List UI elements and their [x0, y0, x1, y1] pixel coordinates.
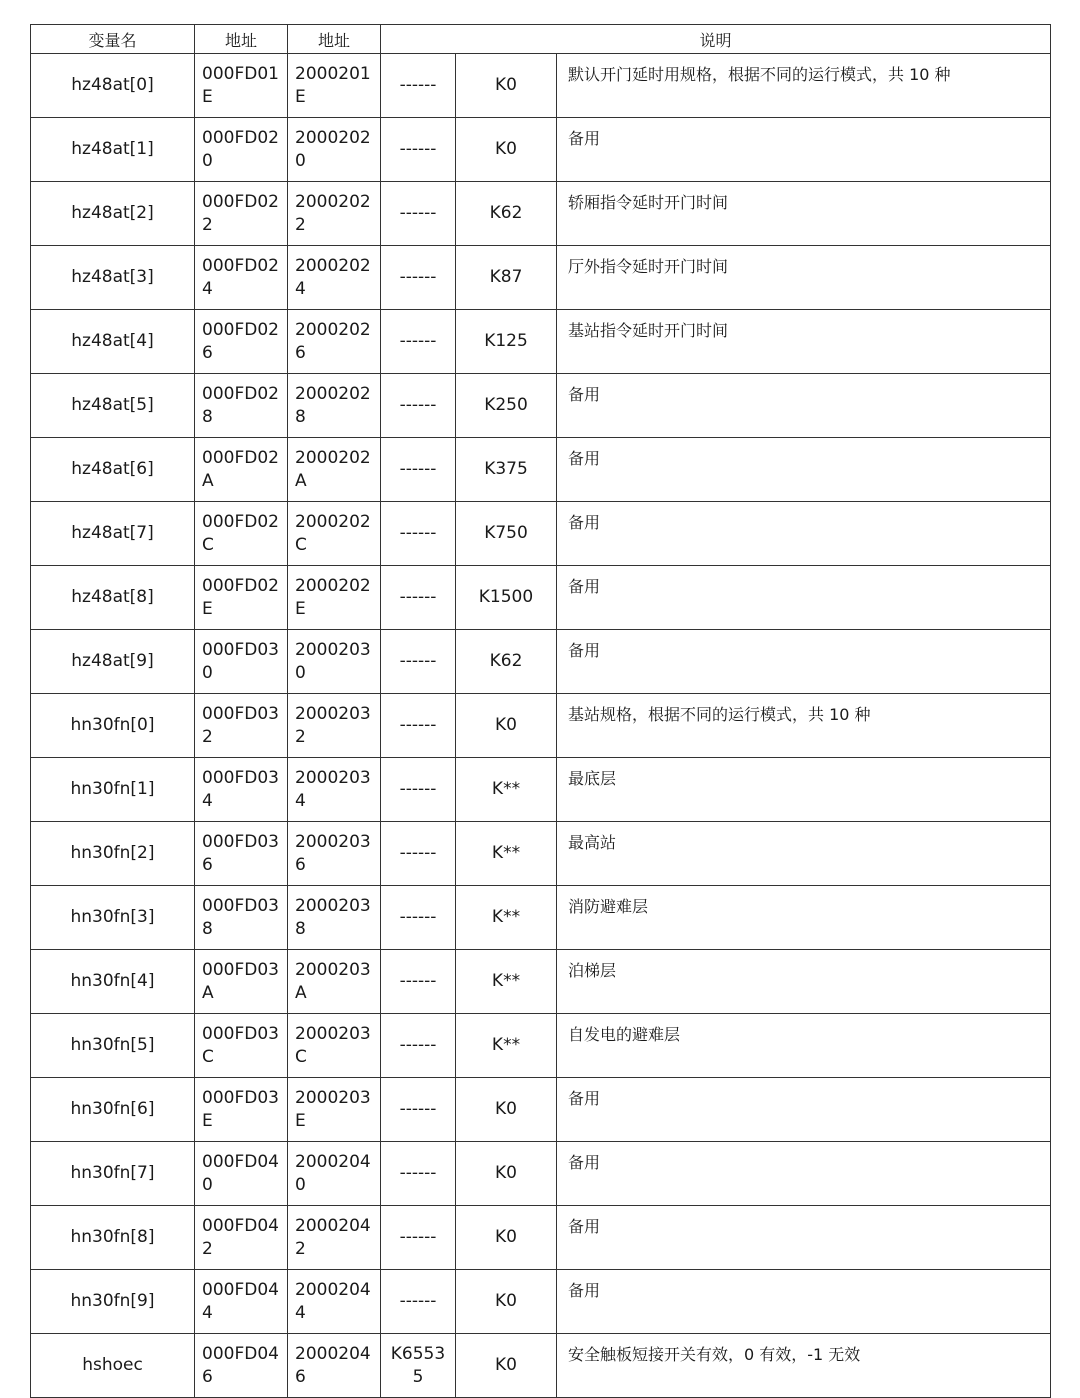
table-row: [31, 1142, 1051, 1206]
min-value-cell-text: ------: [399, 395, 437, 415]
min-value-cell: [381, 886, 456, 950]
address-2-cell-text: 20002024: [295, 255, 371, 299]
address-2-cell-text: 20002038: [295, 895, 371, 939]
address-2-cell-text: 20002020: [295, 127, 371, 171]
min-value-cell-text: ------: [399, 587, 437, 607]
address-1-cell-text: 000FD03A: [202, 959, 279, 1003]
min-value-cell: [381, 1078, 456, 1142]
address-2-cell: [288, 758, 381, 822]
address-1-cell: [195, 630, 288, 694]
address-2-cell-text: 20002030: [295, 639, 371, 683]
variable-name-cell: hn30fn[0]: [31, 694, 195, 758]
header-address-2: 地址: [288, 25, 381, 54]
address-1-cell-text: 000FD044: [202, 1279, 279, 1323]
default-value-cell: K**: [456, 758, 557, 822]
table-row: [31, 438, 1051, 502]
address-2-cell-text: 2000203C: [295, 1023, 371, 1067]
min-value-cell: [381, 566, 456, 630]
variable-name-cell: hz48at[7]: [31, 502, 195, 566]
address-1-cell: [195, 118, 288, 182]
address-2-cell: [288, 1206, 381, 1270]
address-2-cell: [288, 1334, 381, 1398]
address-1-cell: [195, 246, 288, 310]
address-1-cell-text: 000FD03E: [202, 1087, 279, 1131]
address-1-cell-text: 000FD032: [202, 703, 279, 747]
default-value-cell: K125: [456, 310, 557, 374]
table-row: [31, 182, 1051, 246]
variable-name-cell: hn30fn[7]: [31, 1142, 195, 1206]
variable-name-cell: hz48at[6]: [31, 438, 195, 502]
min-value-cell-text: ------: [399, 1163, 437, 1183]
description-cell: 厅外指令延时开门时间: [557, 246, 1051, 310]
default-value-cell: K0: [456, 1334, 557, 1398]
description-cell: 备用: [557, 566, 1051, 630]
table-row: [31, 1078, 1051, 1142]
min-value-cell: [381, 950, 456, 1014]
address-1-cell-text: 000FD03C: [202, 1023, 279, 1067]
default-value-cell: K375: [456, 438, 557, 502]
description-cell: 自发电的避难层: [557, 1014, 1051, 1078]
address-2-cell: [288, 502, 381, 566]
address-1-cell: [195, 1078, 288, 1142]
address-1-cell: [195, 54, 288, 118]
address-1-cell: [195, 502, 288, 566]
address-2-cell-text: 2000202A: [295, 447, 371, 491]
table-row: [31, 758, 1051, 822]
address-2-cell: [288, 1078, 381, 1142]
min-value-cell-text: ------: [399, 459, 437, 479]
variable-name-cell: hz48at[5]: [31, 374, 195, 438]
address-2-cell: [288, 1014, 381, 1078]
address-1-cell: [195, 566, 288, 630]
default-value-cell: K0: [456, 1270, 557, 1334]
table-row: [31, 118, 1051, 182]
min-value-cell-text: ------: [399, 523, 437, 543]
address-2-cell-text: 20002028: [295, 383, 371, 427]
address-2-cell-text: 20002040: [295, 1151, 371, 1195]
variable-name-cell: hz48at[0]: [31, 54, 195, 118]
default-value-cell: K87: [456, 246, 557, 310]
min-value-cell-text: ------: [399, 1291, 437, 1311]
min-value-cell: [381, 310, 456, 374]
description-cell: 备用: [557, 438, 1051, 502]
address-1-cell-text: 000FD022: [202, 191, 279, 235]
address-1-cell: [195, 758, 288, 822]
default-value-cell: K62: [456, 182, 557, 246]
table-row: [31, 566, 1051, 630]
table-row: [31, 950, 1051, 1014]
table-body: [31, 54, 1051, 1398]
address-1-cell: [195, 886, 288, 950]
default-value-cell: K0: [456, 1206, 557, 1270]
default-value-cell: K0: [456, 1078, 557, 1142]
variable-name-cell: hz48at[4]: [31, 310, 195, 374]
description-cell: 基站指令延时开门时间: [557, 310, 1051, 374]
address-1-cell: [195, 694, 288, 758]
description-cell: 默认开门延时用规格，根据不同的运行模式，共 10 种: [557, 54, 1051, 118]
address-2-cell: [288, 374, 381, 438]
min-value-cell-text: ------: [399, 203, 437, 223]
table-row: [31, 1014, 1051, 1078]
description-cell: 泊梯层: [557, 950, 1051, 1014]
min-value-cell-text: ------: [399, 331, 437, 351]
default-value-cell: K1500: [456, 566, 557, 630]
min-value-cell: [381, 54, 456, 118]
address-2-cell: [288, 822, 381, 886]
variable-name-cell: hn30fn[4]: [31, 950, 195, 1014]
address-2-cell-text: 20002042: [295, 1215, 371, 1259]
table-row: [31, 1334, 1051, 1398]
address-1-cell: [195, 438, 288, 502]
min-value-cell: [381, 502, 456, 566]
description-cell: 备用: [557, 374, 1051, 438]
variable-name-cell: hz48at[2]: [31, 182, 195, 246]
address-2-cell: [288, 950, 381, 1014]
default-value-cell: K**: [456, 1014, 557, 1078]
address-1-cell-text: 000FD028: [202, 383, 279, 427]
address-2-cell: [288, 886, 381, 950]
address-2-cell-text: 2000203A: [295, 959, 371, 1003]
table-row: [31, 886, 1051, 950]
address-2-cell: [288, 246, 381, 310]
address-1-cell-text: 000FD046: [202, 1343, 279, 1387]
min-value-cell: [381, 822, 456, 886]
address-2-cell-text: 20002046: [295, 1343, 371, 1387]
address-1-cell-text: 000FD020: [202, 127, 279, 171]
variable-name-cell: hn30fn[1]: [31, 758, 195, 822]
address-2-cell: [288, 118, 381, 182]
default-value-cell: K0: [456, 1142, 557, 1206]
table-row: [31, 822, 1051, 886]
address-2-cell: [288, 1270, 381, 1334]
address-1-cell: [195, 1142, 288, 1206]
address-2-cell-text: 2000203E: [295, 1087, 371, 1131]
table-row: [31, 502, 1051, 566]
address-1-cell-text: 000FD02E: [202, 575, 279, 619]
min-value-cell: [381, 1270, 456, 1334]
default-value-cell: K**: [456, 950, 557, 1014]
address-1-cell-text: 000FD036: [202, 831, 279, 875]
min-value-cell: [381, 1014, 456, 1078]
description-cell: 备用: [557, 1206, 1051, 1270]
address-2-cell-text: 2000202E: [295, 575, 371, 619]
description-cell: 最底层: [557, 758, 1051, 822]
min-value-cell: [381, 630, 456, 694]
min-value-cell: [381, 438, 456, 502]
address-1-cell-text: 000FD038: [202, 895, 279, 939]
variable-name-cell: hn30fn[5]: [31, 1014, 195, 1078]
min-value-cell-text: ------: [399, 267, 437, 287]
table-row: [31, 54, 1051, 118]
variable-name-cell: hz48at[9]: [31, 630, 195, 694]
table-row: [31, 310, 1051, 374]
address-2-cell: [288, 694, 381, 758]
default-value-cell: K0: [456, 694, 557, 758]
address-2-cell: [288, 438, 381, 502]
min-value-cell: [381, 182, 456, 246]
default-value-cell: K62: [456, 630, 557, 694]
address-2-cell-text: 20002044: [295, 1279, 371, 1323]
min-value-cell-text: ------: [399, 1099, 437, 1119]
description-cell: 备用: [557, 1270, 1051, 1334]
variable-table: [30, 24, 1051, 1398]
min-value-cell: [381, 1206, 456, 1270]
address-2-cell-text: 2000201E: [295, 63, 371, 107]
min-value-cell-text: ------: [399, 715, 437, 735]
address-1-cell: [195, 1206, 288, 1270]
address-1-cell: [195, 374, 288, 438]
address-2-cell: [288, 566, 381, 630]
table-row: [31, 694, 1051, 758]
address-2-cell: [288, 1142, 381, 1206]
min-value-cell-text: ------: [399, 907, 437, 927]
address-1-cell-text: 000FD034: [202, 767, 279, 811]
variable-name-cell: hn30fn[2]: [31, 822, 195, 886]
min-value-cell-text: ------: [399, 779, 437, 799]
min-value-cell: [381, 1142, 456, 1206]
min-value-cell-text: ------: [399, 1035, 437, 1055]
header-description: 说明: [381, 25, 1051, 54]
min-value-cell: [381, 246, 456, 310]
description-cell: 备用: [557, 630, 1051, 694]
address-1-cell: [195, 822, 288, 886]
min-value-cell-text: ------: [399, 843, 437, 863]
address-2-cell-text: 20002036: [295, 831, 371, 875]
table-row: [31, 1206, 1051, 1270]
address-1-cell-text: 000FD02C: [202, 511, 279, 555]
default-value-cell: K0: [456, 118, 557, 182]
default-value-cell: K250: [456, 374, 557, 438]
address-1-cell-text: 000FD042: [202, 1215, 279, 1259]
address-1-cell: [195, 182, 288, 246]
address-1-cell-text: 000FD026: [202, 319, 279, 363]
address-2-cell-text: 20002034: [295, 767, 371, 811]
min-value-cell: [381, 1334, 456, 1398]
description-cell: 备用: [557, 1142, 1051, 1206]
min-value-cell: [381, 694, 456, 758]
min-value-cell: [381, 374, 456, 438]
address-2-cell: [288, 182, 381, 246]
min-value-cell-text: ------: [399, 139, 437, 159]
variable-name-cell: hz48at[1]: [31, 118, 195, 182]
variable-name-cell: hn30fn[9]: [31, 1270, 195, 1334]
address-1-cell: [195, 1270, 288, 1334]
address-1-cell: [195, 1334, 288, 1398]
min-value-cell-text: K65535: [390, 1343, 446, 1387]
address-2-cell-text: 20002022: [295, 191, 371, 235]
min-value-cell: [381, 758, 456, 822]
default-value-cell: K750: [456, 502, 557, 566]
description-cell: 基站规格，根据不同的运行模式，共 10 种: [557, 694, 1051, 758]
description-cell: 备用: [557, 1078, 1051, 1142]
address-1-cell-text: 000FD01E: [202, 63, 279, 107]
address-1-cell: [195, 1014, 288, 1078]
variable-name-cell: hn30fn[3]: [31, 886, 195, 950]
default-value-cell: K**: [456, 886, 557, 950]
address-1-cell-text: 000FD040: [202, 1151, 279, 1195]
variable-name-cell: hshoec: [31, 1334, 195, 1398]
header-address-1: 地址: [195, 25, 288, 54]
address-1-cell: [195, 950, 288, 1014]
address-2-cell-text: 20002026: [295, 319, 371, 363]
table-row: [31, 246, 1051, 310]
variable-name-cell: hn30fn[6]: [31, 1078, 195, 1142]
table-row: [31, 630, 1051, 694]
description-cell: 最高站: [557, 822, 1051, 886]
address-2-cell: [288, 630, 381, 694]
description-cell: 消防避难层: [557, 886, 1051, 950]
variable-name-cell: hz48at[3]: [31, 246, 195, 310]
variable-name-cell: hz48at[8]: [31, 566, 195, 630]
variable-name-cell: hn30fn[8]: [31, 1206, 195, 1270]
address-2-cell: [288, 310, 381, 374]
min-value-cell-text: ------: [399, 971, 437, 991]
min-value-cell-text: ------: [399, 1227, 437, 1247]
address-2-cell: [288, 54, 381, 118]
default-value-cell: K0: [456, 54, 557, 118]
table-row: [31, 1270, 1051, 1334]
min-value-cell-text: ------: [399, 75, 437, 95]
address-1-cell-text: 000FD030: [202, 639, 279, 683]
address-1-cell-text: 000FD024: [202, 255, 279, 299]
min-value-cell: [381, 118, 456, 182]
address-2-cell-text: 20002032: [295, 703, 371, 747]
min-value-cell-text: ------: [399, 651, 437, 671]
description-cell: 轿厢指令延时开门时间: [557, 182, 1051, 246]
table-row: [31, 374, 1051, 438]
table-header-row: [31, 25, 1051, 54]
address-2-cell-text: 2000202C: [295, 511, 371, 555]
description-cell: 安全触板短接开关有效，0 有效，-1 无效: [557, 1334, 1051, 1398]
default-value-cell: K**: [456, 822, 557, 886]
description-cell: 备用: [557, 502, 1051, 566]
header-variable-name: 变量名: [31, 25, 195, 54]
description-cell: 备用: [557, 118, 1051, 182]
address-1-cell: [195, 310, 288, 374]
address-1-cell-text: 000FD02A: [202, 447, 279, 491]
